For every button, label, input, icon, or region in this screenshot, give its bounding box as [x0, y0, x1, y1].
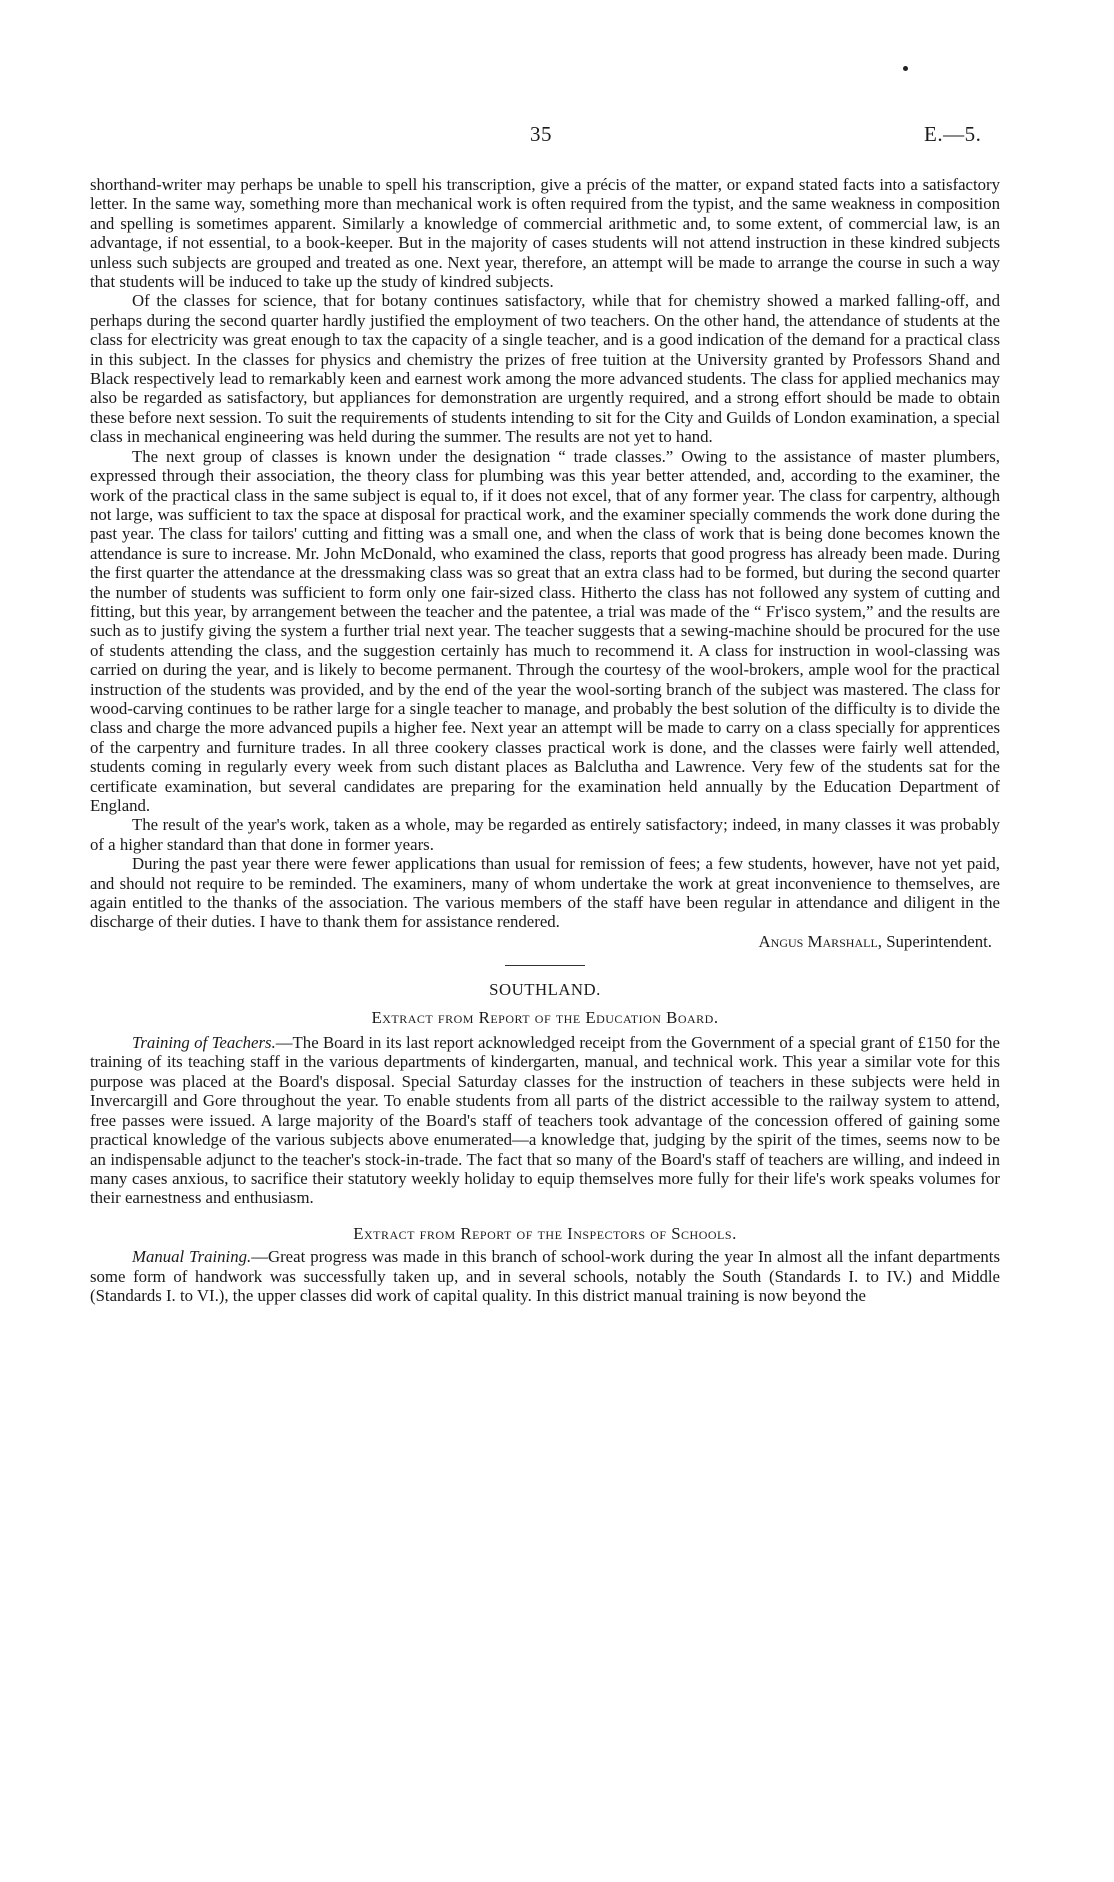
extract-heading-inspectors: Extract from Report of the Inspectors of Schools. — [353, 1223, 737, 1243]
manual-text: —Great progress was made in this branch of school-work during the year In almost all the infant departments some form of handwork was successfully taken up, and in several schools, notably the South (Standards I. to IV.) and Middle (Standards I. to VI.), the upper classes did work of capital quality. In this district manual training is now beyond the — [90, 1247, 1000, 1305]
paragraph-fees: During the past year there were fewer applications than usual for remission of fees; a few students, however, have not yet paid, and should not require to be reminded. The examiners, many of whom undertake the work at great inconvenience to themselves, are again entitled to the thanks of the association. The various members of the staff have been regular in attendance and diligent in the discharge of their duties. I have to thank them for assistance rendered. — [90, 854, 1000, 932]
signature — [90, 932, 1000, 951]
section-divider — [505, 965, 585, 966]
paragraph-science: Of the classes for science, that for botany continues satisfactory, while that for chemistry showed a marked falling-off, and perhaps during the second quarter hardly justified the employment of two teachers. On the other hand, the attendance of students at the class for electricity was great enough to tax the capacity of a single teacher, and is a good indication of the demand for a practical class in this subject. In the classes for physics and chemistry the prizes of free tuition at the University granted by Professors Shand and Black respectively lead to remarkably keen and earnest work among the more advanced students. The class for applied mechanics may also be regarded as satisfactory, but appliances for demonstration are urgently required, and a strong effort should be made to obtain these before next session. To suit the requirements of students intending to sit for the City and Guilds of London examination, a special class in mechanical engineering was held during the summer. The results are not yet to hand. — [90, 291, 1000, 447]
document-body — [90, 175, 1000, 1305]
signature-name: Angus Marshall, — [758, 931, 882, 951]
signature-role: Superintendent. — [886, 931, 992, 951]
extract-heading-education-board: Extract from Report of the Education Board. — [371, 1007, 719, 1027]
manual-label: Manual Training. — [132, 1247, 252, 1267]
section-title-southland: SOUTHLAND. — [489, 980, 601, 1000]
paragraph-trade-classes: The next group of classes is known under the designation “ trade classes.” Owing to the assistance of master plumbers, expressed through their association, the theory class for plumbing was this year better attended, and, according to the examiner, the work of the practical class in the same subject is equal to, if it does not excel, that of any former year. The class for carpentry, although not large, was sufficient to tax the space at disposal for practical work, and the examiner specially commends the work done during the past year. The class for tailors' cutting and fitting was a small one, and when the class of work that is being done becomes known the attendance is sure to increase. Mr. John McDonald, who examined the class, reports that good progress has already been made. During the first quarter the attendance at the dressmaking class was so great that an extra class had to be formed, but during the second quarter the number of students was sufficient to form only one fair-sized class. Hitherto the class has not followed any system of cutting and fitting, but this year, by arrangement between the teacher and the patentee, a trial was made of the “ Fr'isco system,” and the results are such as to justify giving the system a further trial next year. The teacher suggests that a sewing-machine should be procured for the use of students attending the class, and the suggestion certainly has much to recommend it. A class for instruction in wool-classing was carried on during the year, and is likely to become permanent. Through the courtesy of the wool-brokers, ample wool for the practical instruction of the students was provided, and by the end of the year the wool-sorting branch of the subject was mastered. The class for wood-carving continues to be rather large for a single teacher to manage, and probably the best solution of the difficulty is to divide the class and charge the more advanced pupils a higher fee. Next year an attempt will be made to carry on a class specially for apprentices of the carpentry and furniture trades. In all three cookery classes practical work is done, and the classes were fairly well attended, students coming in regularly every week from such distant places as Balclutha and Lawrence. Very few of the students sat for the certificate examination, but several candidates are preparing for the examination held annually by the Education Department of England. — [90, 446, 1000, 815]
training-label: Training of Teachers. — [132, 1033, 276, 1053]
document-reference: E.—5. — [924, 122, 982, 146]
ink-speck — [903, 66, 908, 71]
paragraph-training-of-teachers — [90, 1033, 1000, 1208]
paragraph-commercial: shorthand-writer may perhaps be unable to spell his transcription, give a précis of the matter, or expand stated facts into a satisfactory letter. In the same way, something more than mechanical work is often required from the typist, and the same weakness in composition and spelling is sometimes apparent. Similarly a knowledge of commercial arithmetic and, to some extent, of commercial law, is an advantage, if not essential, to a book-keeper. But in the majority of cases students will not attend instruction in these kindred subjects unless such subjects are grouped and treated as one. Next year, therefore, an attempt will be made to arrange the course in such a way that students will be induced to take up the study of kindred subjects. — [90, 175, 1000, 292]
page-number: 35 — [530, 122, 552, 146]
paragraph-result: The result of the year's work, taken as a whole, may be regarded as entirely satisfactory; indeed, in many classes it was probably of a higher standard than that done in former years. — [90, 815, 1000, 854]
training-text: —The Board in its last report acknowledged receipt from the Government of a special grant of £150 for the training of its teaching staff in the various departments of kindergarten, manual, and technical work. This year a similar vote for this purpose was placed at the Board's disposal. Special Saturday classes for the instruction of teachers in these subjects were held in Invercargill and Gore throughout the year. To enable students from all parts of the district accessible to the railway system to attend, free passes were issued. A large majority of the Board's staff of teachers took advantage of the concession offered of gaining some practical knowledge of the various subjects above enumerated—a knowledge that, judging by the spirit of the times, seems now to be an indispensable adjunct to the teacher's stock-in-trade. The fact that so many of the Board's staff of teachers are willing, and indeed in many cases anxious, to sacrifice their statutory weekly holiday to equip themselves more fully for their life's work speaks volumes for their earnestness and enthusiasm. — [90, 1033, 1000, 1208]
paragraph-manual-training — [90, 1247, 1000, 1305]
